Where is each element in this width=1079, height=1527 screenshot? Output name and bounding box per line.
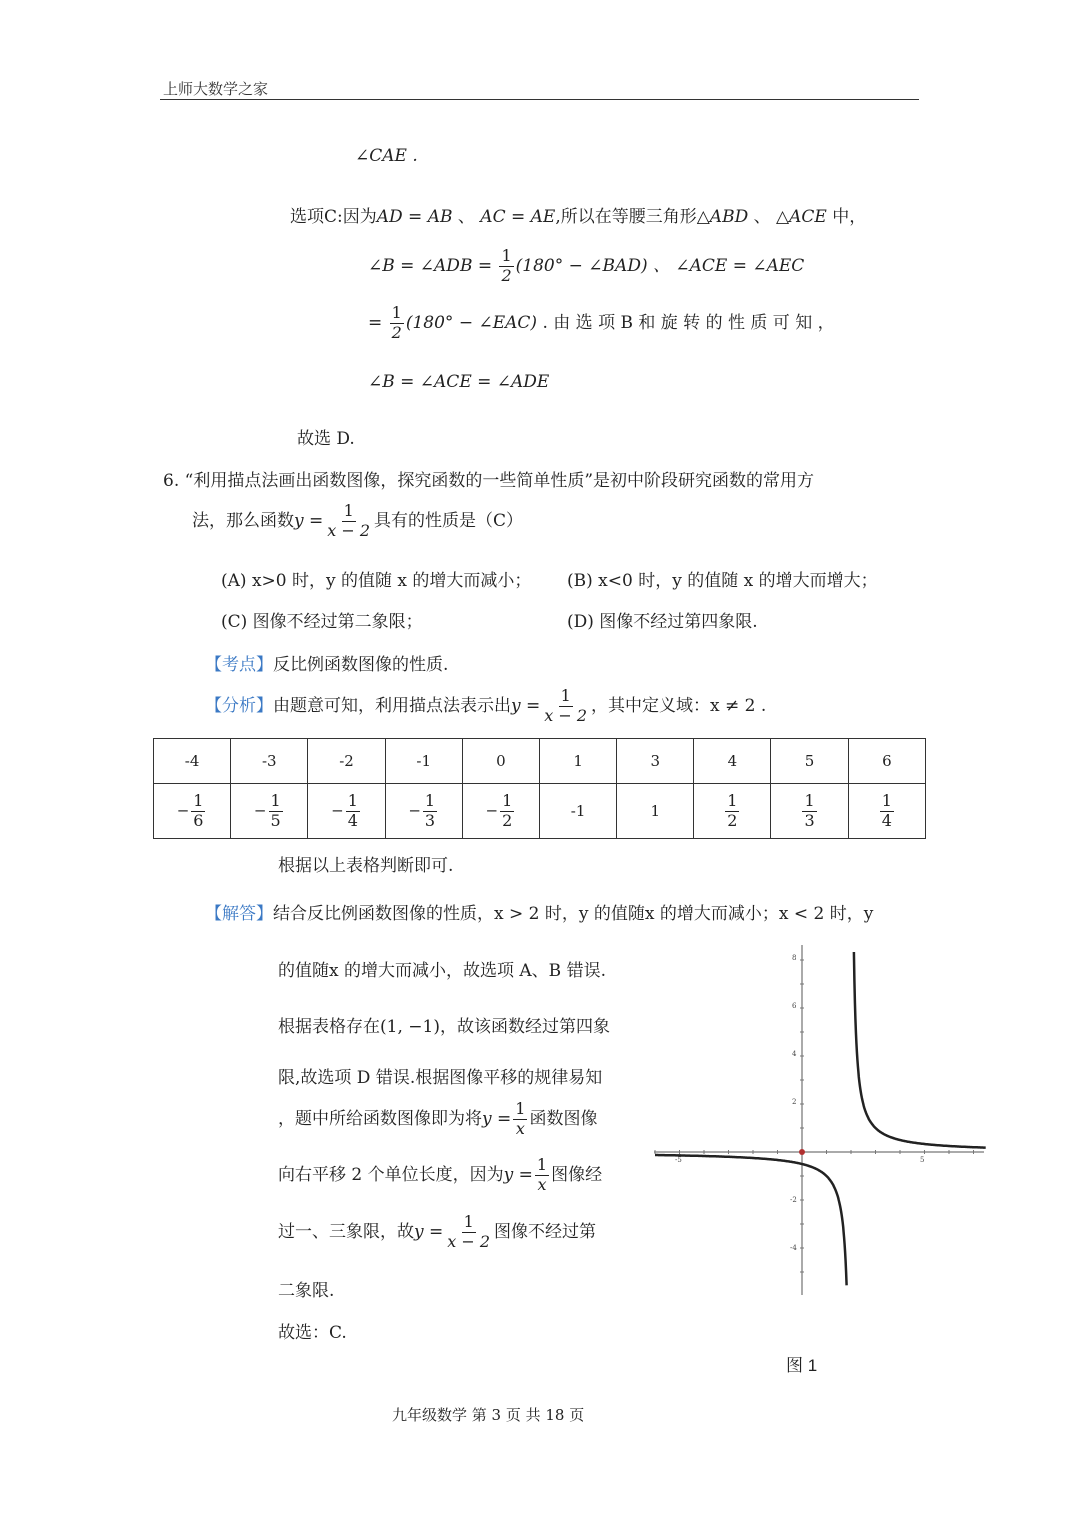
page-header: 上师大数学之家 — [163, 80, 269, 98]
table-cell: 4 — [694, 739, 771, 784]
question-6-function: 法，那么函数y = $\frac{1}{x - 2}$ 具有的性质是（C） — [192, 501, 524, 540]
jieda-line-4: 限,故选项 D 错误.根据图像平移的规律易知 — [278, 1068, 603, 1088]
fraction-function: $\frac{1}{x - 2}$ — [544, 686, 588, 725]
jieda-line-1: 【解答】结合反比例函数图像的性质，x > 2 时，y 的值随x 的增大而减小；x < 2 时，y — [205, 904, 874, 924]
table-cell: − $\frac{1}{4}$ — [308, 784, 385, 839]
option-a: (A) x>0 时，y 的值随 x 的增大而减小； — [221, 571, 532, 591]
y-tick-label: 2 — [792, 1098, 797, 1106]
table-cell: 1 — [617, 784, 694, 839]
fraction-half: $\frac{1}{2}$ — [501, 246, 512, 285]
table-cell: -1 — [540, 784, 617, 839]
table-cell: -2 — [308, 739, 385, 784]
curve-right-branch — [854, 952, 986, 1148]
conclusion-c: 故选：C. — [278, 1323, 347, 1343]
fraction-half: $\frac{1}{2}$ — [391, 303, 402, 342]
table-cell: 5 — [771, 739, 848, 784]
jieda-line-2: 的值随x 的增大而减小，故选项 A、B 错误. — [278, 961, 606, 981]
kaodian: 【考点】反比例函数图像的性质. — [205, 655, 449, 675]
angle-equation-3: ∠B = ∠ACE = ∠ADE — [368, 372, 550, 392]
question-6-stem: 6. “利用描点法画出函数图像，探究函数的一些简单性质”是初中阶段研究函数的常用方 — [163, 471, 815, 491]
table-cell: $\frac{1}{3}$ — [771, 784, 848, 839]
y-tick-label: -2 — [790, 1196, 797, 1204]
header-rule — [160, 99, 919, 100]
figure-caption: 图 1 — [786, 1356, 818, 1375]
table-cell: $\frac{1}{4}$ — [848, 784, 925, 839]
jieda-line-8: 二象限. — [278, 1281, 335, 1301]
angle-equation-1: ∠B = ∠ADB = $\frac{1}{2}$ (180° − ∠BAD) 、 ∠ACE = ∠AEC — [368, 246, 805, 285]
line-cae: ∠CAE . — [355, 146, 418, 166]
table-cell: -3 — [231, 739, 308, 784]
jieda-line-6: 向右平移 2 个单位长度，因为y = $\frac{1}{x}$ 图像经 — [278, 1155, 603, 1194]
function-graph — [654, 940, 986, 1300]
value-table — [153, 738, 926, 839]
option-d: (D) 图像不经过第四象限. — [567, 612, 758, 632]
table-cell: $\frac{1}{2}$ — [694, 784, 771, 839]
table-row-x — [154, 739, 926, 784]
table-cell: -4 — [154, 739, 231, 784]
table-cell: -1 — [385, 739, 462, 784]
table-cell: 3 — [617, 739, 694, 784]
origin-point — [799, 1149, 805, 1155]
conclusion-d: 故选 D. — [297, 429, 355, 449]
table-cell: − $\frac{1}{6}$ — [154, 784, 231, 839]
table-cell: − $\frac{1}{2}$ — [462, 784, 539, 839]
table-cell: 1 — [540, 739, 617, 784]
angle-equation-2: = $\frac{1}{2}$ (180° − ∠EAC) . 由 选 项 B 和 旋 转 的 性 质 可 知 ， — [368, 303, 835, 342]
table-cell: 6 — [848, 739, 925, 784]
y-tick-label: 4 — [792, 1050, 797, 1058]
after-table-note: 根据以上表格判断即可. — [278, 856, 454, 876]
table-cell: − $\frac{1}{5}$ — [231, 784, 308, 839]
x-tick-label: 5 — [920, 1156, 925, 1164]
x-tick-label: -5 — [675, 1156, 682, 1164]
jieda-line-3: 根据表格存在(1, −1)，故该函数经过第四象 — [278, 1017, 610, 1037]
fenxi: 【分析】由题意可知，利用描点法表示出y = $\frac{1}{x - 2}$ ，其中定义域：x ≠ 2 . — [205, 686, 767, 725]
y-tick-label: 6 — [792, 1002, 797, 1010]
y-tick-label: 8 — [792, 954, 797, 962]
option-c: (C) 图像不经过第二象限； — [221, 612, 423, 632]
table-cell: 0 — [462, 739, 539, 784]
jieda-line-7: 过一、三象限，故y = $\frac{1}{x - 2}$ 图像不经过第 — [278, 1212, 597, 1251]
option-c-line: 选项C:因为AD = AB 、 AC = AE,所以在等腰三角形△ABD 、 △ACE 中， — [290, 207, 867, 227]
option-b: (B) x<0 时，y 的值随 x 的增大而增大； — [567, 571, 878, 591]
axis-ticks — [655, 960, 974, 1272]
curve-left-branch — [655, 1155, 847, 1285]
table-row-y — [154, 784, 926, 839]
jieda-line-5: ，题中所给函数图像即为将y = $\frac{1}{x}$ 函数图像 — [278, 1099, 598, 1138]
page-footer: 九年级数学 第 3 页 共 18 页 — [392, 1406, 585, 1424]
y-tick-label: -4 — [790, 1244, 797, 1252]
table-cell: − $\frac{1}{3}$ — [385, 784, 462, 839]
fraction-function: $\frac{1}{x - 2}$ — [327, 501, 371, 540]
